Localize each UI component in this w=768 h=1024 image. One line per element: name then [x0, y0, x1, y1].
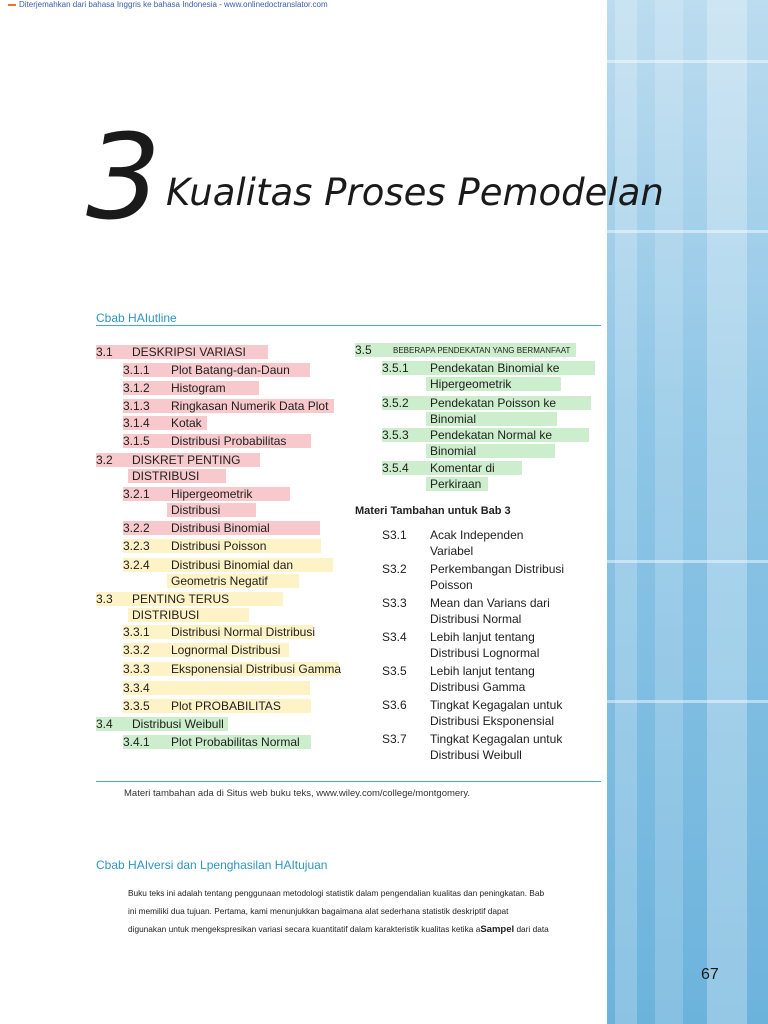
- toc-number: 3.2.3: [123, 539, 150, 553]
- toc-number: 3.1: [96, 345, 113, 359]
- toc-text-continued: Perkiraan: [430, 477, 482, 491]
- toc-text: Distribusi Probabilitas: [171, 434, 287, 448]
- supplement-number: S3.1: [382, 528, 407, 542]
- toc-text: DISKRET PENTING: [132, 453, 241, 467]
- toc-text: Komentar di: [430, 461, 495, 475]
- supplement-text-continued: Poisson: [430, 578, 473, 592]
- supplement-text-continued: Distribusi Lognormal: [430, 646, 540, 660]
- toc-text-continued: DISTRIBUSI: [132, 608, 200, 622]
- toc-text: Distribusi Normal Distribusi: [171, 625, 316, 639]
- toc-number: 3.1.5: [123, 434, 150, 448]
- toc-text: Kotak: [171, 416, 202, 430]
- toc-text: Histogram: [171, 381, 226, 395]
- translator-logo-icon: [8, 4, 16, 6]
- toc-text-continued: Distribusi: [171, 503, 221, 517]
- toc-text: Eksponensial Distribusi Gamma: [171, 662, 342, 676]
- toc-number: 3.4: [96, 717, 113, 731]
- toc-number: 3.3.2: [123, 643, 150, 657]
- toc-text-continued: Geometris Negatif: [171, 574, 268, 588]
- toc-text: BEBERAPA PENDEKATAN YANG BERMANFAAT: [393, 346, 571, 355]
- toc-number: 3.3.5: [123, 699, 150, 713]
- body-paragraph: [128, 884, 593, 939]
- toc-text-continued: Binomial: [430, 412, 477, 426]
- supplement-text: Mean dan Varians dari: [430, 596, 550, 610]
- toc-number: 3.3.3: [123, 662, 150, 676]
- toc-text: Distribusi Poisson: [171, 539, 267, 553]
- body-line-2: ini memiliki dua tujuan. Pertama, kami menunjukkan bagaimana alat sederhana statistik deskriptif dapat: [128, 906, 509, 916]
- toc-number: 3.4.1: [123, 735, 150, 749]
- toc-text-continued: DISTRIBUSI: [132, 469, 200, 483]
- supplement-number: S3.5: [382, 664, 407, 678]
- toc-text: Ringkasan Numerik Data Plot: [171, 399, 329, 413]
- translator-banner[interactable]: Diterjemahkan dari bahasa Inggris ke bahasa Indonesia - www.onlinedoctranslator.com: [8, 0, 328, 9]
- toc-number: 3.2.4: [123, 558, 150, 572]
- toc-text: DESKRIPSI VARIASI: [132, 345, 246, 359]
- toc-text-continued: Hipergeometrik: [430, 377, 512, 391]
- supplement-heading: Materi Tambahan untuk Bab 3: [355, 505, 511, 517]
- toc-number: 3.5.1: [382, 361, 409, 375]
- toc-text: Lognormal Distribusi: [171, 643, 281, 657]
- supplement-number: S3.6: [382, 698, 407, 712]
- toc-number: 3.2: [96, 453, 113, 467]
- toc-number: 3.1.1: [123, 363, 150, 377]
- toc-number: 3.3.4: [123, 681, 150, 695]
- toc-number: 3.3.1: [123, 625, 150, 639]
- supplement-number: S3.3: [382, 596, 407, 610]
- toc-text: Distribusi Binomial: [171, 521, 270, 535]
- toc-number: 3.2.2: [123, 521, 150, 535]
- decorative-side-panel: [607, 0, 768, 1024]
- supplement-text-continued: Distribusi Weibull: [430, 748, 522, 762]
- toc-number: 3.5.2: [382, 396, 409, 410]
- toc-number: 3.3: [96, 592, 113, 606]
- outline-heading: Cbab HAIutline: [96, 311, 177, 325]
- toc-text: Pendekatan Normal ke: [430, 428, 553, 442]
- overview-heading: Cbab HAIversi dan Lpenghasilan HAItujuan: [96, 858, 328, 872]
- supplement-number: S3.2: [382, 562, 407, 576]
- toc-text: Pendekatan Binomial ke: [430, 361, 560, 375]
- supplement-text: Lebih lanjut tentang: [430, 630, 535, 644]
- toc-text-continued: Binomial: [430, 444, 477, 458]
- toc-text: Plot PROBABILITAS: [171, 699, 281, 713]
- toc-text: Plot Probabilitas Normal: [171, 735, 300, 749]
- toc-number: 3.1.3: [123, 399, 150, 413]
- toc-number: 3.5.4: [382, 461, 409, 475]
- body-line-3: digunakan untuk mengekspresikan variasi secara kuantitatif dalam karakteristik kualitas ketika aSampel dari data: [128, 924, 549, 935]
- supplement-text-continued: Distribusi Gamma: [430, 680, 526, 694]
- toc-text: Distribusi Weibull: [132, 717, 224, 731]
- toc-number: 3.5.3: [382, 428, 409, 442]
- supplement-number: S3.7: [382, 732, 407, 746]
- outline-top-rule: [96, 325, 601, 326]
- toc-text: Pendekatan Poisson ke: [430, 396, 557, 410]
- supplement-number: S3.4: [382, 630, 407, 644]
- chapter-number: 3: [86, 108, 162, 246]
- toc-text: PENTING TERUS: [132, 592, 230, 606]
- toc-number: 3.2.1: [123, 487, 150, 501]
- toc-number: 3.5: [355, 343, 372, 357]
- supplement-text-continued: Variabel: [430, 544, 474, 558]
- outline-bottom-rule: [96, 781, 601, 782]
- chapter-title: Kualitas Proses Pemodelan: [166, 171, 664, 214]
- toc-text: Distribusi Binomial dan: [171, 558, 294, 572]
- supplement-text: Tingkat Kegagalan untuk: [430, 698, 563, 712]
- supplement-text: Acak Independen: [430, 528, 524, 542]
- highlight-mark: [123, 681, 310, 695]
- supplement-text-continued: Distribusi Eksponensial: [430, 714, 555, 728]
- supplement-note: Materi tambahan ada di Situs web buku teks, www.wiley.com/college/montgomery.: [124, 788, 471, 799]
- toc-number: 3.1.4: [123, 416, 150, 430]
- toc-number: 3.1.2: [123, 381, 150, 395]
- body-line-1: Buku teks ini adalah tentang penggunaan metodologi statistik dalam pengendalian kualitas dan peningkatan. Bab: [128, 888, 545, 898]
- toc-text: Plot Batang-dan-Daun: [171, 363, 290, 377]
- supplement-text: Tingkat Kegagalan untuk: [430, 732, 563, 746]
- supplement-text: Perkembangan Distribusi: [430, 562, 565, 576]
- toc-text: Hipergeometrik: [171, 487, 253, 501]
- page-number: 67: [701, 966, 719, 983]
- supplement-text: Lebih lanjut tentang: [430, 664, 535, 678]
- supplement-text-continued: Distribusi Normal: [430, 612, 522, 626]
